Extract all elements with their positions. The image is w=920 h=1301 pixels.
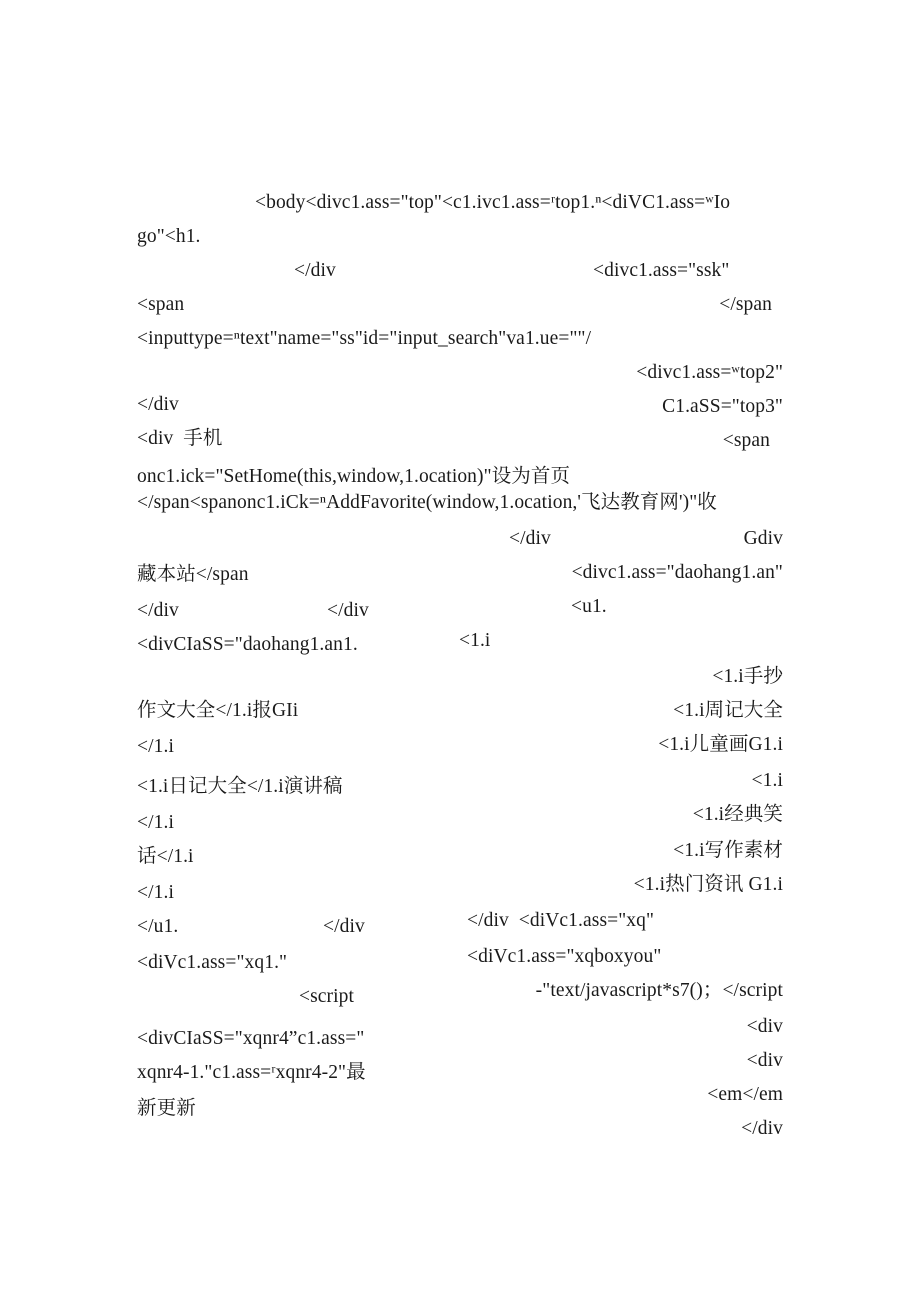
code-line: <div [746, 1050, 783, 1071]
code-line: </div [327, 600, 369, 621]
code-line: <inputtype=ⁿtext"name="ss"id="input_search"va1.ue=""/ [137, 328, 592, 349]
code-line: C1.aSS="top3" [662, 396, 783, 417]
code-line: 新更新 [137, 1098, 196, 1119]
code-line: <span [722, 430, 770, 451]
code-line: </span<spanonc1.iCk=ⁿAddFavorite(window,1.ocation,'飞达教育网')"收 [137, 492, 717, 513]
code-line: Gdiv [743, 528, 783, 549]
code-line: <diVc1.ass="xqboxyou" [467, 946, 662, 967]
code-line: <em</em [707, 1084, 783, 1105]
code-line: </div [294, 260, 336, 281]
code-line: </span [719, 294, 772, 315]
code-line: <1.i经典笑 [692, 804, 783, 825]
code-line: </div [137, 600, 179, 621]
code-line: <div [746, 1016, 783, 1037]
code-line: <1.i儿童画G1.i [658, 734, 783, 755]
code-line: <script [299, 986, 355, 1007]
code-line: <1.i热门资讯 G1.i [633, 874, 783, 895]
code-line: 话</1.i [137, 846, 194, 867]
code-line: <1.i日记大全</1.i演讲稿 [137, 776, 343, 797]
code-line: <divc1.ass="ssk" [593, 260, 730, 281]
code-line: <div 手机 [137, 428, 223, 449]
code-line: </1.i [137, 882, 174, 903]
code-line: <u1. [571, 596, 607, 617]
code-line: go"<h1. [137, 226, 201, 247]
code-line: <1.i手抄 [712, 666, 783, 687]
code-line: <1.i周记大全 [673, 700, 783, 721]
code-line: <1.i写作素材 [673, 840, 783, 861]
code-line: </div [741, 1118, 783, 1139]
code-line: <body<divc1.ass="top"<c1.ivc1.ass=ʳtop1.ⁿ<diVC1.ass=ʷIo [255, 192, 731, 213]
code-line: 作文大全</1.i报GIi [137, 700, 299, 721]
code-line: </div <diVc1.ass="xq" [467, 910, 655, 931]
code-line: -"text/javascript*s7()；</script [535, 980, 783, 1001]
code-line: <divc1.ass="daohang1.an" [571, 562, 783, 583]
code-line: </1.i [137, 812, 174, 833]
code-line: <divCIaSS="xqnr4”c1.ass=" [137, 1028, 365, 1049]
code-line: <1.i [459, 630, 491, 651]
code-line: <1.i [751, 770, 783, 791]
code-line: xqnr4-1."c1.ass=ʳxqnr4-2"最 [137, 1062, 366, 1083]
code-line: </1.i [137, 736, 174, 757]
code-line: <span [137, 294, 185, 315]
code-line: </u1. [137, 916, 179, 937]
code-line: 藏本站</span [137, 564, 249, 585]
code-line: onc1.ick="SetHome(this,window,1.ocation)"设为首页 [137, 466, 571, 487]
code-line: </div [323, 916, 365, 937]
code-line: <divc1.ass=ʷtop2" [636, 362, 783, 383]
code-line: <diVc1.ass="xq1." [137, 952, 288, 973]
code-line: </div [509, 528, 551, 549]
code-line: </div [137, 394, 179, 415]
code-line: <divCIaSS="daohang1.an1. [137, 634, 358, 655]
